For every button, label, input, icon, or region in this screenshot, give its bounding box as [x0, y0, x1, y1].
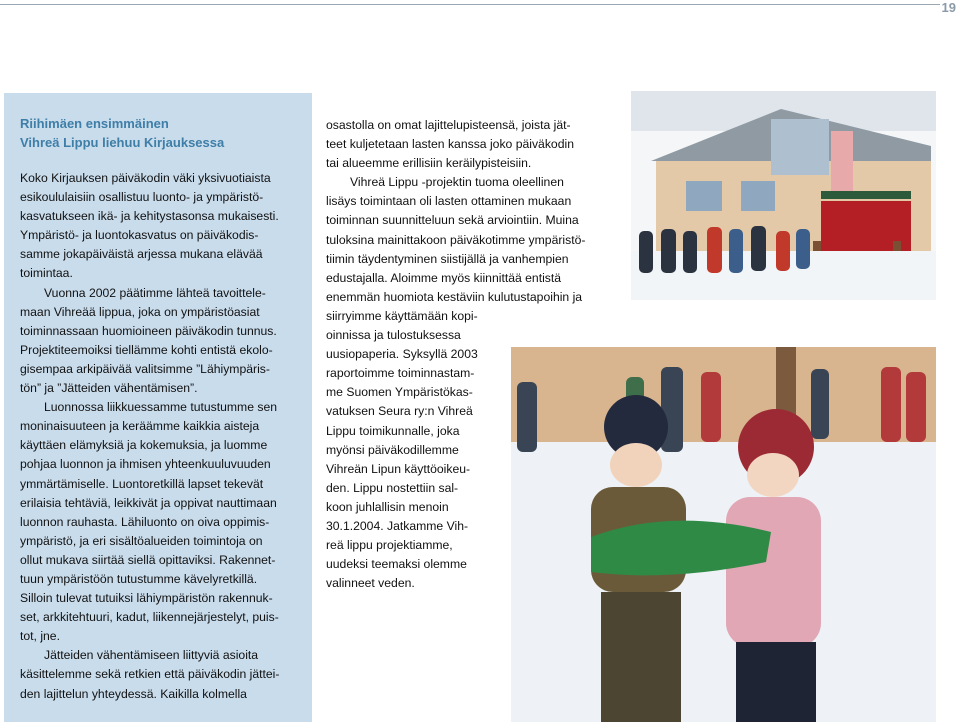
left-paragraph-1: Koko Kirjauksen päiväkodin väki yksivuotiaista esikoululaisiin osallistuu luonto- ja ympäristö- kasvatukseen ikä- ja kehitystasonsa mukaisesti. Ympäristö- ja luontokasvatus on päiväkodis- samme jokapäiväistä arjessa mukana elävää toimintaa. — [20, 171, 279, 281]
left-column — [20, 169, 296, 704]
daycare-group-photo — [631, 91, 936, 300]
mid-paragraph-1: osastolla on omat lajittelupisteensä, joista jät- teet kuljetetaan lasten kanssa joko päiväkodin tai alueemme erillisiin keräilypisteisiin. — [326, 118, 574, 171]
mid-paragraph-2: Vihreä Lippu -projektin tuoma oleellinen lisäys toimintaan oli lasten ottaminen mukaan toiminnan suunnitteluun sekä arviointiin. Muina tuloksina mainittakoon päiväkotimme ympäristö- tiimin täydentyminen siistijällä ja vanhempien edustajalla. Aloimme myös kiinnittää entistä enemmän huomiota kestäviin kulutustapoihin ja siirryimme käyttämään kopi- oinnissa ja tulostuksessa uusiopaperia. Syksyllä 2003 raportoimme toiminnastam- me Suomen Ympäristökas- vatuksen Seura ry:n Vihreä Lippu toimikunnalle, joka myönsi päiväkodillemme Vihreän Lipun käyttöoikeu- den. Lippu nostettiin sal- koon juhlallisin menoin 30.1.2004. Jatkamme Vih- reä lippu projektiamme, uudeksi teemaksi olemme valinneet veden. — [326, 175, 586, 591]
page-number: 19 — [941, 0, 956, 15]
children-flag-illustration — [511, 347, 936, 722]
heading-line-2: Vihreä Lippu liehuu Kirjauksessa — [20, 135, 225, 150]
top-rule — [0, 4, 940, 5]
left-paragraph-3: Luonnossa liikkuessamme tutustumme sen moninaisuuteen ja keräämme kaikkia aisteja käyttäen elämyksiä ja kokemuksia, ja luomme pohjaa luonnon ja ihmisen yhteenkuuluvuuden ymmärtämiselle. Luontoretkillä lapset tekevät erilaisia tehtäviä, leikkivät ja oppivat nauttimaan luonnon rauhasta. Lähiluonto on oiva oppimis- ympäristö, ja eri sisältöalueiden toimintoja on ollut mukava siirtää siellä opittaviksi. Rakennet- tuun ympäristöön tutustumme kävelyretkillä. Silloin tulevat tutuiksi lähiympäristön rakennuk- set, arkkitehtuuri, kadut, liikennejärjestelyt, puis- tot, jne. — [20, 400, 279, 644]
heading-line-1: Riihimäen ensimmäinen — [20, 116, 169, 131]
daycare-group-illustration — [631, 91, 936, 300]
article-heading — [20, 114, 224, 152]
left-paragraph-2: Vuonna 2002 päätimme lähteä tavoittele- maan Vihreää lippua, joka on ympäristöasiat toiminnassaan huomioineen päiväkodin tunnus. Projektiteemoiksi tiellämme kohti entistä ekolo- gisempaa arkipäivää valitsimme ”Lähiympäris- tön” ja ”Jätteiden vähentämisen”. — [20, 285, 277, 396]
left-paragraph-4: Jätteiden vähentämiseen liittyviä asioita käsittelemme sekä retkien että päiväkodin jättei- den lajittelun yhteydessä. Kaikilla kolmella — [20, 648, 280, 701]
children-flag-photo — [511, 347, 936, 722]
